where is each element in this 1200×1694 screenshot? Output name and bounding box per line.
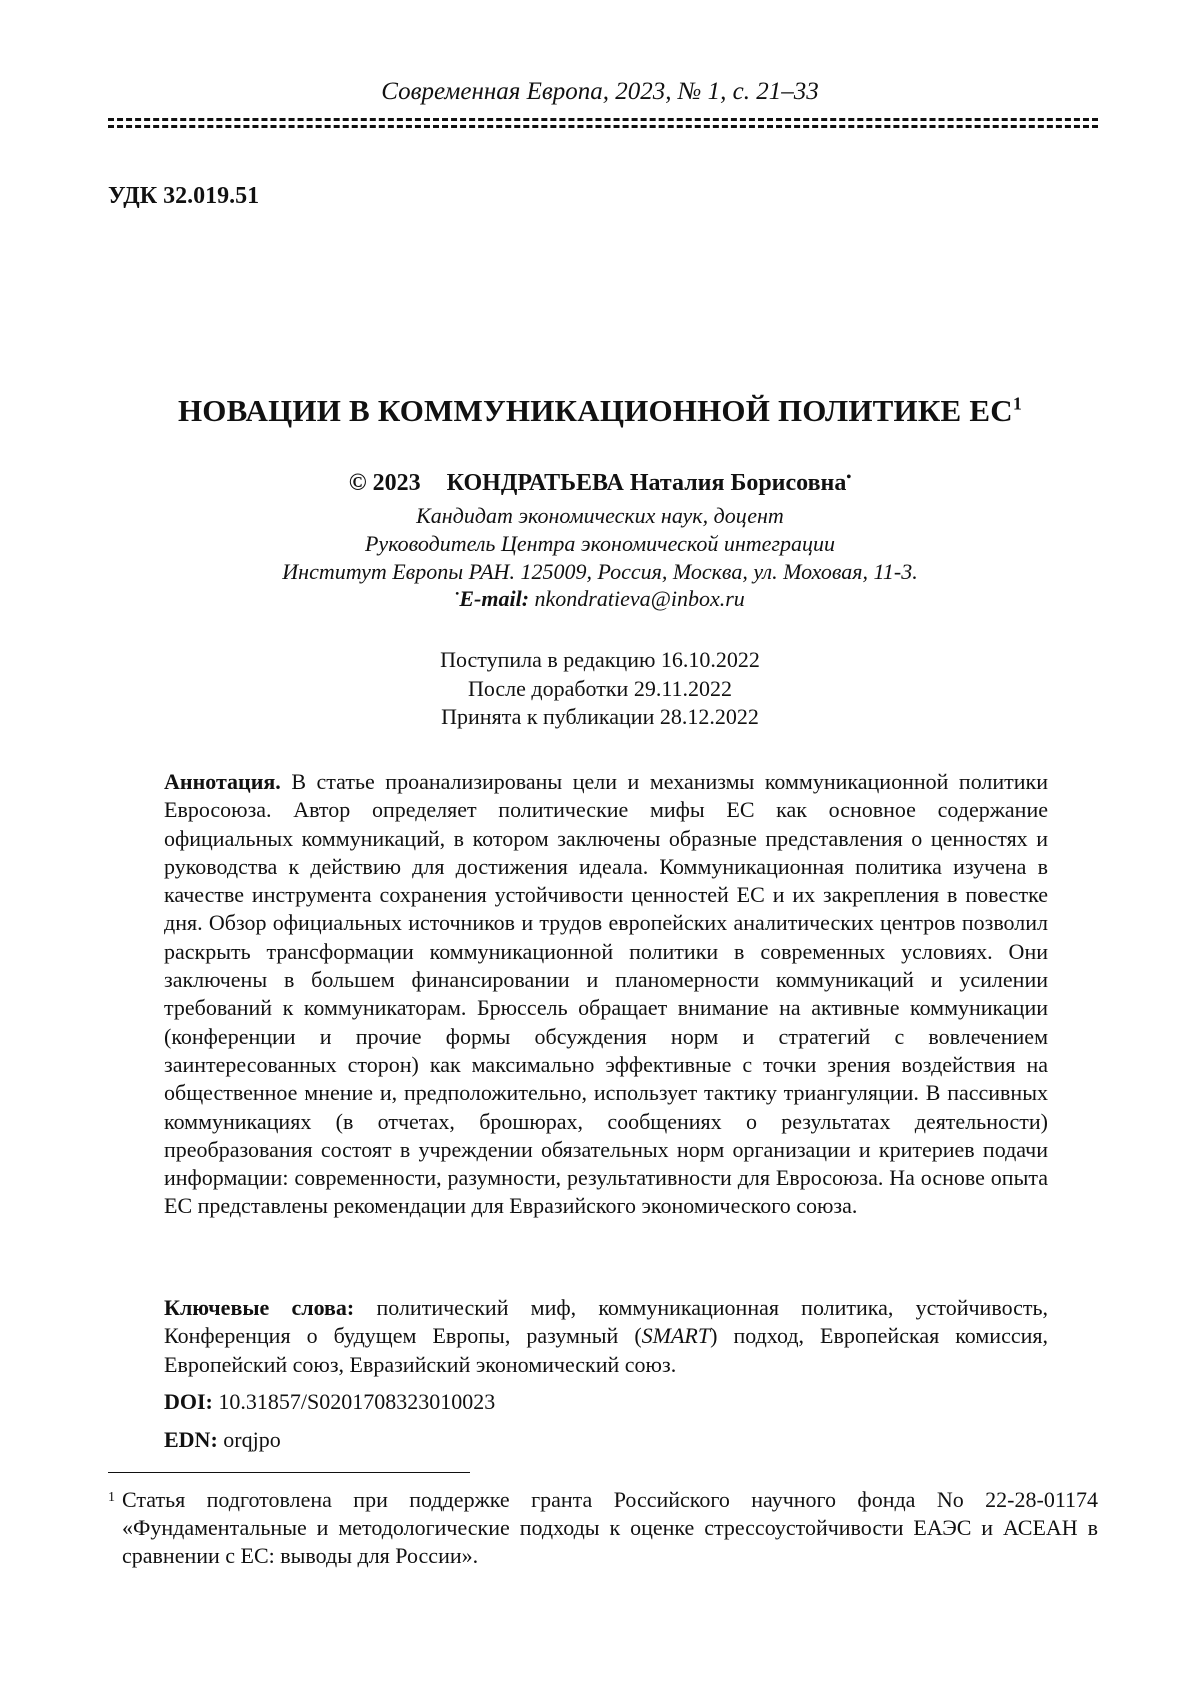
date-accepted: Принята к публикации 28.12.2022 bbox=[441, 704, 759, 729]
footnote bbox=[108, 1486, 1098, 1570]
keywords-text-after: ) подход, Европейская комиссия, Европейский союз, Евразийский экономический союз. bbox=[164, 1323, 1048, 1377]
keywords-text-before: политический миф, коммуникационная политика, устойчивость, Конференция о будущем Европы, разумный ( bbox=[164, 1295, 1049, 1349]
doi-line bbox=[164, 1389, 495, 1415]
title-footnote-mark: 1 bbox=[1012, 393, 1023, 414]
doi-value[interactable]: 10.31857/S0201708323010023 bbox=[218, 1389, 496, 1414]
keywords bbox=[164, 1294, 1048, 1379]
email-address[interactable]: nkondratieva@inbox.ru bbox=[534, 586, 745, 611]
abstract bbox=[164, 768, 1048, 1221]
article-title bbox=[0, 393, 1200, 429]
email-star-mark: • bbox=[455, 586, 460, 601]
author-line bbox=[0, 470, 1200, 497]
author-position: Руководитель Центра экономической интеграции bbox=[364, 531, 836, 556]
copyright: © 2023 bbox=[348, 470, 421, 496]
footnote-text: Статья подготовлена при поддержке гранта Российского научного фонда No 22-28-01174 «Фундаментальные и методологические подходы к оценке стрессоустойчивости ЕАЭС и АСЕАН в сравнении с ЕС: выводы для России». bbox=[122, 1487, 1098, 1568]
edn-label: EDN: bbox=[164, 1427, 218, 1452]
author-star-mark: • bbox=[846, 470, 852, 485]
author-institution: Институт Европы РАН. 125009, Россия, Москва, ул. Моховая, 11-3. bbox=[282, 559, 918, 584]
edn-value: orqjpo bbox=[223, 1427, 281, 1452]
keywords-smart-term: SMART bbox=[641, 1323, 711, 1349]
footnote-mark: 1 bbox=[108, 1490, 115, 1505]
udk-code: УДК 32.019.51 bbox=[108, 183, 260, 209]
footnote-divider bbox=[108, 1472, 470, 1473]
author-degree: Кандидат экономических наук, доцент bbox=[416, 503, 784, 528]
date-revised: После доработки 29.11.2022 bbox=[467, 675, 733, 701]
date-received: Поступила в редакцию 16.10.2022 bbox=[440, 647, 760, 672]
header-divider bbox=[108, 118, 1098, 128]
article-title-text: НОВАЦИИ В КОММУНИКАЦИОННОЙ ПОЛИТИКЕ ЕС bbox=[177, 393, 1013, 428]
doi-label: DOI: bbox=[164, 1389, 213, 1414]
keywords-label: Ключевые слова: bbox=[164, 1295, 355, 1320]
email-line bbox=[0, 586, 1200, 612]
journal-header: Современная Европа, 2023, № 1, с. 21–33 bbox=[381, 78, 819, 105]
abstract-label: Аннотация. bbox=[164, 769, 281, 794]
author-name: КОНДРАТЬЕВА Наталия Борисовна bbox=[446, 470, 847, 496]
article-dates bbox=[0, 646, 1200, 732]
email-label: E-mail: bbox=[459, 586, 530, 611]
abstract-text: В статье проанализированы цели и механизмы коммуникационной политики Евросоюза. Автор определяет политические мифы ЕС как основное содержание официальных коммуникаций, в котором заключены образные представления о ценностях и руководства к действию для достижения идеала. Коммуникационная политика изучена в качестве инструмента сохранения устойчивости ценностей ЕС и их закрепления в повестке дня. Обзор официальных источников и трудов европейских аналитических центров позволил раскрыть трансформации коммуникационной политики в современных условиях. Они заключены в большем финансировании и планомерности коммуникаций и усилении требований к коммуникаторам. Брюссель обращает внимание на активные коммуникации (конференции и прочие формы обсуждения норм и стратегий с вовлечением заинтересованных сторон) как максимально эффективные с точки зрения воздействия на общественное мнение и, предположительно, использует тактику триангуляции. В пассивных коммуникациях (в отчетах, брошюрах, сообщениях о результатах деятельности) преобразования состоят в учреждении обязательных норм организации и критериев подачи информации: современности, разумности, результативности для Евросоюза. На основе опыта ЕС представлены рекомендации для Евразийского экономического союза. bbox=[164, 769, 1048, 1219]
edn-line bbox=[164, 1427, 281, 1453]
